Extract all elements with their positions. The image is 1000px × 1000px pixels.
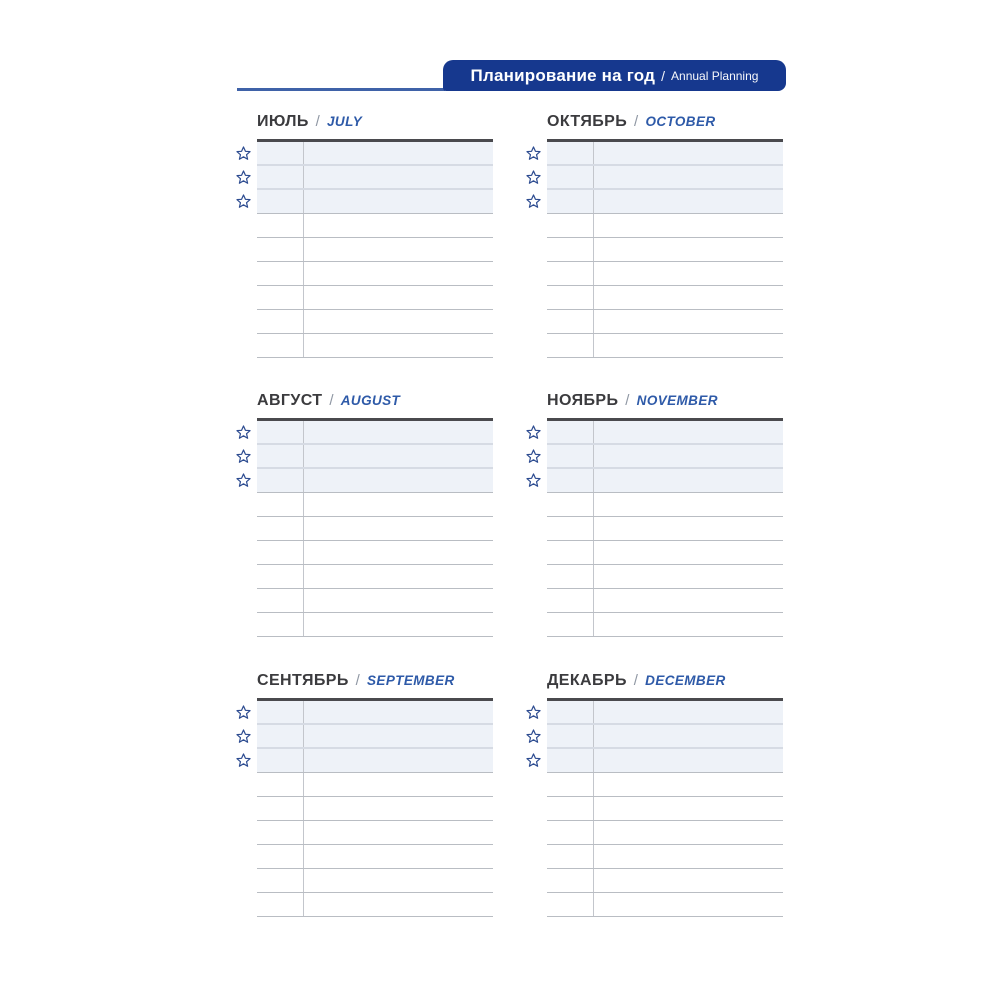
entry-cell <box>594 421 783 443</box>
star-icon <box>525 169 542 186</box>
month-name-ru: ОКТЯБРЬ <box>547 113 628 130</box>
entry-cell <box>304 142 493 164</box>
lined-row <box>257 565 493 589</box>
lined-row <box>257 334 493 358</box>
date-cell <box>547 262 594 285</box>
lined-row <box>257 310 493 334</box>
lined-row <box>547 797 783 821</box>
star-icon <box>525 145 542 162</box>
entry-cell <box>594 797 783 820</box>
entry-cell <box>304 190 493 213</box>
entry-cell <box>594 517 783 540</box>
entry-cell <box>304 701 493 723</box>
month-separator: / <box>625 392 630 409</box>
month-table <box>547 139 783 358</box>
lined-row <box>257 613 493 637</box>
month-separator: / <box>355 672 361 689</box>
date-cell <box>257 286 304 309</box>
month-title <box>257 670 517 691</box>
lined-row <box>547 214 783 238</box>
lined-row <box>257 773 493 797</box>
date-cell <box>547 166 594 188</box>
lined-row <box>547 893 783 917</box>
entry-cell <box>594 469 783 492</box>
month-section-august <box>257 390 517 637</box>
date-cell <box>257 190 304 213</box>
date-cell <box>547 893 594 916</box>
entry-cell <box>304 517 493 540</box>
page-title-separator: / <box>661 67 666 84</box>
entry-cell <box>304 589 493 612</box>
entry-cell <box>594 214 783 237</box>
month-title <box>257 111 517 132</box>
entry-cell <box>594 286 783 309</box>
date-cell <box>547 589 594 612</box>
entry-cell <box>594 565 783 588</box>
date-cell <box>257 445 304 467</box>
month-table <box>547 698 783 917</box>
star-icon <box>235 145 252 162</box>
entry-cell <box>594 334 783 357</box>
starred-row <box>547 445 783 469</box>
lined-row <box>547 310 783 334</box>
date-cell <box>257 725 304 747</box>
star-icon <box>525 472 542 489</box>
lined-row <box>547 334 783 358</box>
entry-cell <box>304 821 493 844</box>
entry-cell <box>304 773 493 796</box>
date-cell <box>547 469 594 492</box>
month-name-ru: ИЮЛЬ <box>257 113 309 130</box>
lined-row <box>547 262 783 286</box>
date-cell <box>257 821 304 844</box>
star-icon <box>235 193 252 210</box>
date-cell <box>257 845 304 868</box>
lined-row <box>547 238 783 262</box>
entry-cell <box>594 445 783 467</box>
month-name-en: NOVEMBER <box>636 393 718 408</box>
lined-row <box>547 565 783 589</box>
lined-row <box>257 845 493 869</box>
date-cell <box>257 541 304 564</box>
month-section-july <box>257 111 517 358</box>
date-cell <box>547 310 594 333</box>
date-cell <box>547 749 594 772</box>
date-cell <box>257 749 304 772</box>
date-cell <box>257 893 304 916</box>
entry-cell <box>594 541 783 564</box>
entry-cell <box>304 238 493 261</box>
star-icon <box>235 472 252 489</box>
month-section-december <box>547 670 807 917</box>
star-icon <box>525 728 542 745</box>
date-cell <box>547 334 594 357</box>
star-icon <box>235 424 252 441</box>
month-name-en: DECEMBER <box>645 673 726 688</box>
entry-cell <box>304 613 493 636</box>
date-cell <box>257 166 304 188</box>
entry-cell <box>304 469 493 492</box>
star-icon <box>525 448 542 465</box>
entry-cell <box>594 893 783 916</box>
date-cell <box>257 565 304 588</box>
starred-row <box>547 190 783 214</box>
lined-row <box>257 869 493 893</box>
month-name-ru: НОЯБРЬ <box>547 392 619 409</box>
month-title <box>547 111 807 132</box>
entry-cell <box>594 310 783 333</box>
lined-row <box>547 589 783 613</box>
lined-row <box>257 893 493 917</box>
entry-cell <box>304 310 493 333</box>
lined-row <box>547 541 783 565</box>
starred-row <box>257 725 493 749</box>
entry-cell <box>594 749 783 772</box>
starred-row <box>257 701 493 725</box>
date-cell <box>257 262 304 285</box>
entry-cell <box>594 262 783 285</box>
lined-row <box>257 517 493 541</box>
entry-cell <box>594 589 783 612</box>
entry-cell <box>304 262 493 285</box>
date-cell <box>257 214 304 237</box>
entry-cell <box>594 701 783 723</box>
star-icon <box>525 752 542 769</box>
lined-row <box>257 238 493 262</box>
starred-row <box>547 701 783 725</box>
month-separator: / <box>634 113 639 130</box>
date-cell <box>547 773 594 796</box>
date-cell <box>257 469 304 492</box>
month-separator: / <box>633 672 639 689</box>
date-cell <box>257 334 304 357</box>
lined-row <box>547 613 783 637</box>
date-cell <box>257 773 304 796</box>
lined-row <box>257 541 493 565</box>
starred-row <box>547 469 783 493</box>
month-table <box>257 698 493 917</box>
starred-row <box>547 749 783 773</box>
entry-cell <box>594 773 783 796</box>
page-title-en: Annual Planning <box>671 68 759 83</box>
month-section-september <box>257 670 517 917</box>
month-separator: / <box>315 113 321 130</box>
date-cell <box>547 190 594 213</box>
entry-cell <box>594 142 783 164</box>
entry-cell <box>304 541 493 564</box>
lined-row <box>547 493 783 517</box>
star-icon <box>525 424 542 441</box>
date-cell <box>547 286 594 309</box>
starred-row <box>547 725 783 749</box>
date-cell <box>547 142 594 164</box>
lined-row <box>547 286 783 310</box>
date-cell <box>257 613 304 636</box>
month-table <box>257 418 493 637</box>
date-cell <box>547 238 594 261</box>
starred-row <box>257 445 493 469</box>
date-cell <box>547 214 594 237</box>
lined-row <box>257 821 493 845</box>
entry-cell <box>594 190 783 213</box>
date-cell <box>547 725 594 747</box>
starred-row <box>257 190 493 214</box>
entry-cell <box>304 725 493 747</box>
date-cell <box>547 869 594 892</box>
month-title <box>547 390 807 411</box>
star-icon <box>235 448 252 465</box>
entry-cell <box>304 493 493 516</box>
lined-row <box>257 214 493 238</box>
date-cell <box>257 869 304 892</box>
entry-cell <box>594 821 783 844</box>
entry-cell <box>594 869 783 892</box>
date-cell <box>547 821 594 844</box>
starred-row <box>257 142 493 166</box>
date-cell <box>547 421 594 443</box>
date-cell <box>257 310 304 333</box>
month-title <box>257 390 517 411</box>
star-icon <box>525 193 542 210</box>
entry-cell <box>594 493 783 516</box>
date-cell <box>257 493 304 516</box>
month-name-en: AUGUST <box>340 393 401 408</box>
entry-cell <box>304 445 493 467</box>
month-table <box>547 418 783 637</box>
entry-cell <box>304 214 493 237</box>
starred-row <box>547 166 783 190</box>
date-cell <box>257 421 304 443</box>
entry-cell <box>304 334 493 357</box>
month-section-november <box>547 390 807 637</box>
date-cell <box>547 797 594 820</box>
month-name-en: SEPTEMBER <box>367 673 455 688</box>
date-cell <box>547 845 594 868</box>
lined-row <box>257 797 493 821</box>
month-table <box>257 139 493 358</box>
entry-cell <box>594 238 783 261</box>
entry-cell <box>304 286 493 309</box>
month-name-en: JULY <box>327 114 363 129</box>
lined-row <box>257 262 493 286</box>
starred-row <box>257 421 493 445</box>
date-cell <box>547 445 594 467</box>
starred-row <box>257 469 493 493</box>
entry-cell <box>304 893 493 916</box>
entry-cell <box>304 869 493 892</box>
entry-cell <box>304 749 493 772</box>
header-rule-line <box>237 88 445 91</box>
lined-row <box>257 286 493 310</box>
star-icon <box>235 752 252 769</box>
date-cell <box>257 797 304 820</box>
entry-cell <box>304 421 493 443</box>
lined-row <box>547 869 783 893</box>
starred-row <box>547 142 783 166</box>
starred-row <box>257 166 493 190</box>
star-icon <box>235 169 252 186</box>
starred-row <box>257 749 493 773</box>
month-separator: / <box>329 392 334 409</box>
date-cell <box>547 517 594 540</box>
date-cell <box>547 701 594 723</box>
entry-cell <box>594 166 783 188</box>
date-cell <box>257 517 304 540</box>
month-name-ru: ДЕКАБРЬ <box>547 672 627 689</box>
date-cell <box>547 493 594 516</box>
entry-cell <box>304 565 493 588</box>
month-name-ru: АВГУСТ <box>257 392 323 409</box>
date-cell <box>547 565 594 588</box>
date-cell <box>257 589 304 612</box>
lined-row <box>547 821 783 845</box>
month-name-en: OCTOBER <box>645 114 716 129</box>
page-title-ru: Планирование на год <box>470 65 656 85</box>
date-cell <box>547 613 594 636</box>
lined-row <box>547 845 783 869</box>
entry-cell <box>304 797 493 820</box>
entry-cell <box>594 613 783 636</box>
lined-row <box>547 517 783 541</box>
lined-row <box>257 589 493 613</box>
entry-cell <box>304 845 493 868</box>
page-header <box>443 60 786 91</box>
starred-row <box>547 421 783 445</box>
date-cell <box>257 238 304 261</box>
lined-row <box>547 773 783 797</box>
month-title <box>547 670 807 691</box>
entry-cell <box>594 725 783 747</box>
star-icon <box>235 704 252 721</box>
star-icon <box>525 704 542 721</box>
month-section-october <box>547 111 807 358</box>
lined-row <box>257 493 493 517</box>
star-icon <box>235 728 252 745</box>
entry-cell <box>594 845 783 868</box>
date-cell <box>547 541 594 564</box>
month-name-ru: СЕНТЯБРЬ <box>257 672 349 689</box>
entry-cell <box>304 166 493 188</box>
date-cell <box>257 142 304 164</box>
date-cell <box>257 701 304 723</box>
